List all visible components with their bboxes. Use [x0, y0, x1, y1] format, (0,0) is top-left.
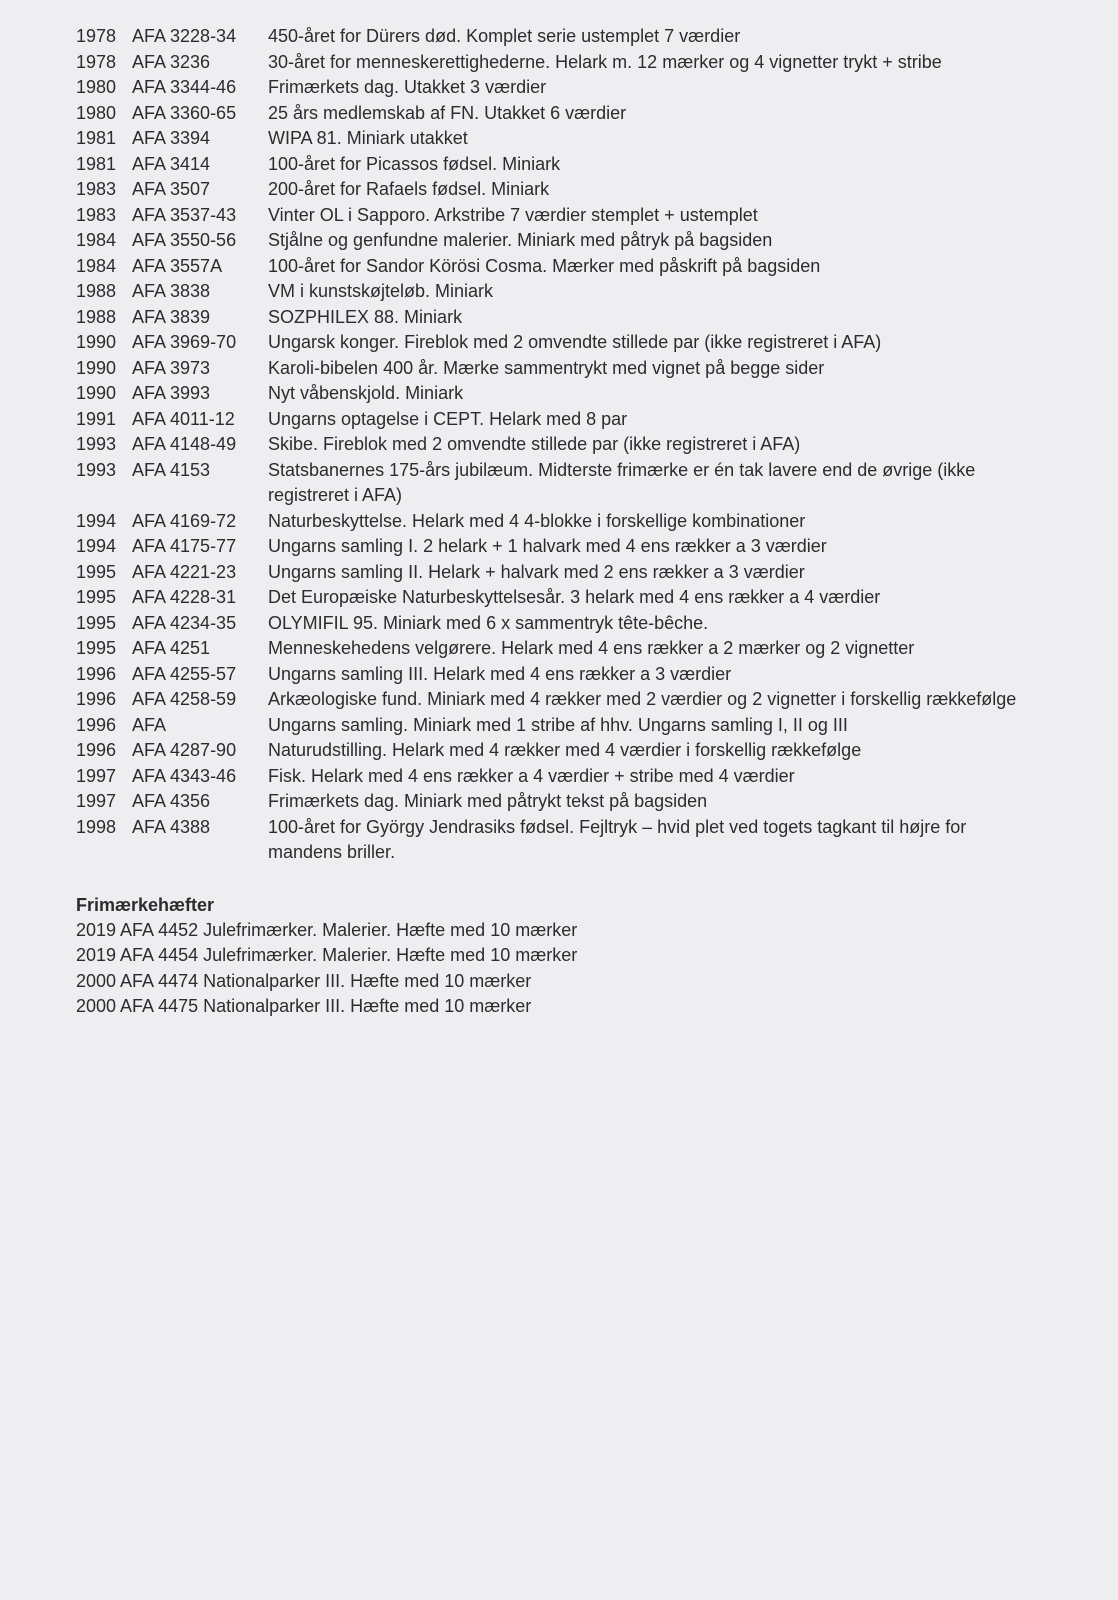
entry-afa-number: AFA 3228-34	[132, 26, 237, 46]
entry-afa-number: AFA 4148-49	[132, 434, 237, 454]
entry-year: 1995	[76, 561, 117, 582]
entry-year: 1988	[76, 281, 117, 301]
entry-description: Ungarns samling. Miniark med 1 stribe af hhv. Ungarns samling I, II og III	[268, 714, 848, 735]
entry-afa-number: AFA 3414	[132, 153, 211, 174]
entry-afa-number: AFA 3344-46	[132, 77, 237, 97]
entry-description: 25 års medlemskab af FN. Utakket 6 værdier	[268, 102, 627, 123]
booklets-section	[76, 892, 1058, 1020]
stamp-entry-row	[76, 381, 1058, 407]
stamp-entry-list	[76, 24, 1058, 866]
entry-description: Arkæologiske fund. Miniark med 4 rækker med 2 værdier og 2 vignetter i forskellig rækkefølge	[268, 689, 1017, 709]
entry-year: 1980	[76, 77, 117, 97]
booklet-line: 2000 AFA 4474 Nationalparker III. Hæfte med 10 mærker	[76, 970, 532, 991]
entry-afa-number: AFA 3839	[132, 306, 211, 327]
stamp-entry-row	[76, 101, 1058, 127]
entry-afa-number: AFA 3550-56	[132, 230, 237, 250]
stamp-entry-row	[76, 305, 1058, 331]
stamp-entry-row	[76, 152, 1058, 178]
entry-description: Ungarns optagelse i CEPT. Helark med 8 par	[268, 408, 628, 429]
stamp-entry-row	[76, 585, 1058, 611]
entry-description: Ungarns samling II. Helark + halvark med 2 ens rækker a 3 værdier	[268, 561, 805, 582]
entry-description: Naturudstilling. Helark med 4 rækker med 4 værdier i forskellig rækkefølge	[268, 740, 862, 760]
entry-year: 1998	[76, 816, 117, 837]
entry-year: 1996	[76, 740, 117, 760]
entry-afa-number: AFA 3969-70	[132, 332, 237, 352]
entry-afa-number: AFA 3537-43	[132, 204, 237, 225]
entry-description: 100-året for Picassos fødsel. Miniark	[268, 153, 561, 174]
entry-year: 1996	[76, 663, 117, 684]
entry-afa-number: AFA 3507	[132, 179, 211, 199]
stamp-entry-row	[76, 177, 1058, 203]
entry-description: Frimærkets dag. Utakket 3 værdier	[268, 77, 547, 97]
entry-description: SOZPHILEX 88. Miniark	[268, 306, 463, 327]
entry-description: OLYMIFIL 95. Miniark med 6 x sammentryk tête-bêche.	[268, 612, 709, 633]
stamp-entry-row	[76, 228, 1058, 254]
entry-afa-number: AFA 4221-23	[132, 561, 237, 582]
entry-year: 1983	[76, 204, 117, 225]
entry-description: Stjålne og genfundne malerier. Miniark med påtryk på bagsiden	[268, 230, 773, 250]
stamp-entry-row	[76, 611, 1058, 637]
entry-description: 450-året for Dürers død. Komplet serie ustemplet 7 værdier	[268, 26, 741, 46]
stamp-entry-row	[76, 509, 1058, 535]
entry-description: Karoli-bibelen 400 år. Mærke sammentrykt med vignet på begge sider	[268, 357, 825, 378]
entry-afa-number: AFA 3557A	[132, 255, 223, 276]
entry-afa-number: AFA 3993	[132, 383, 211, 403]
entry-year: 1978	[76, 26, 117, 46]
entry-afa-number: AFA 4153	[132, 459, 211, 480]
entry-year: 1997	[76, 765, 117, 786]
entry-year: 1988	[76, 306, 117, 327]
stamp-entry-row	[76, 279, 1058, 305]
entry-afa-number: AFA 4011-12	[132, 408, 235, 429]
stamp-entry-row	[76, 407, 1058, 433]
stamp-entry-row	[76, 458, 1058, 509]
stamp-entry-row	[76, 662, 1058, 688]
entry-description: Det Europæiske Naturbeskyttelsesår. 3 helark med 4 ens rækker a 4 værdier	[268, 587, 881, 607]
entry-year: 1980	[76, 102, 117, 123]
stamp-entry-row	[76, 330, 1058, 356]
entry-afa-number: AFA 3973	[132, 357, 211, 378]
entry-year: 1984	[76, 255, 117, 276]
entry-year: 1994	[76, 510, 117, 531]
entry-afa-number: AFA 3236	[132, 51, 211, 72]
booklet-line: 2000 AFA 4475 Nationalparker III. Hæfte med 10 mærker	[76, 996, 532, 1016]
entry-year: 1991	[76, 408, 117, 429]
entry-afa-number: AFA 4287-90	[132, 740, 237, 760]
entry-description: Skibe. Fireblok med 2 omvendte stillede par (ikke registreret i AFA)	[268, 434, 801, 454]
entry-description: Fisk. Helark med 4 ens rækker a 4 værdier + stribe med 4 værdier	[268, 765, 795, 786]
entry-afa-number: AFA 4251	[132, 638, 211, 658]
entry-year: 1984	[76, 230, 117, 250]
entry-year: 1995	[76, 587, 117, 607]
entry-afa-number: AFA 4169-72	[132, 510, 237, 531]
stamp-entry-row	[76, 789, 1058, 815]
entry-description: 30-året for menneskerettighederne. Helark m. 12 mærker og 4 vignetter trykt + stribe	[268, 51, 942, 72]
stamp-entry-row	[76, 203, 1058, 229]
booklet-line: 2019 AFA 4452 Julefrimærker. Malerier. Hæfte med 10 mærker	[76, 919, 578, 940]
entry-afa-number: AFA 4175-77	[132, 536, 237, 556]
entry-afa-number: AFA	[132, 714, 167, 735]
entry-afa-number: AFA 3394	[132, 128, 211, 148]
stamp-entry-row	[76, 687, 1058, 713]
stamp-entry-row	[76, 356, 1058, 382]
entry-description: Nyt våbenskjold. Miniark	[268, 383, 464, 403]
stamp-entry-row	[76, 534, 1058, 560]
entry-description: Vinter OL i Sapporo. Arkstribe 7 værdier stemplet + ustemplet	[268, 204, 758, 225]
stamp-entry-row	[76, 254, 1058, 280]
stamp-entry-row	[76, 432, 1058, 458]
entry-description: WIPA 81. Miniark utakket	[268, 128, 468, 148]
entry-description: 100-året for György Jendrasiks fødsel. Fejltryk – hvid plet ved togets tagkant til højre for mandens briller.	[268, 816, 967, 862]
entry-afa-number: AFA 4343-46	[132, 765, 237, 786]
entry-description: 200-året for Rafaels fødsel. Miniark	[268, 179, 550, 199]
entry-year: 1993	[76, 434, 117, 454]
entry-afa-number: AFA 4388	[132, 816, 211, 837]
stamp-entry-row	[76, 713, 1058, 739]
entry-year: 1994	[76, 536, 117, 556]
entry-description: Frimærkets dag. Miniark med påtrykt tekst på bagsiden	[268, 791, 708, 811]
stamp-entry-row	[76, 636, 1058, 662]
stamp-entry-row	[76, 75, 1058, 101]
entry-afa-number: AFA 4234-35	[132, 612, 237, 633]
entry-year: 1990	[76, 357, 117, 378]
entry-year: 1996	[76, 689, 117, 709]
stamp-entry-row	[76, 764, 1058, 790]
entry-description: VM i kunstskøjteløb. Miniark	[268, 281, 494, 301]
entry-afa-number: AFA 3838	[132, 281, 211, 301]
stamp-entry-row	[76, 560, 1058, 586]
entry-afa-number: AFA 3360-65	[132, 102, 237, 123]
entry-description: Ungarns samling III. Helark med 4 ens rækker a 3 værdier	[268, 663, 732, 684]
entry-description: Menneskehedens velgørere. Helark med 4 ens rækker a 2 mærker og 2 vignetter	[268, 638, 915, 658]
booklets-section-title: Frimærkehæfter	[76, 894, 215, 915]
entry-description: 100-året for Sandor Körösi Cosma. Mærker med påskrift på bagsiden	[268, 255, 821, 276]
entry-description: Statsbanernes 175-års jubilæum. Midterste frimærke er én tak lavere end de øvrige (ikke registreret i AFA)	[268, 459, 976, 505]
booklet-line: 2019 AFA 4454 Julefrimærker. Malerier. Hæfte med 10 mærker	[76, 945, 578, 965]
entry-description: Naturbeskyttelse. Helark med 4 4-blokke i forskellige kombinationer	[268, 510, 806, 531]
entry-afa-number: AFA 4356	[132, 791, 211, 811]
entry-year: 1978	[76, 51, 117, 72]
entry-year: 1997	[76, 791, 117, 811]
entry-year: 1981	[76, 128, 117, 148]
entry-year: 1995	[76, 612, 117, 633]
entry-afa-number: AFA 4255-57	[132, 663, 237, 684]
entry-year: 1993	[76, 459, 117, 480]
stamp-entry-row	[76, 126, 1058, 152]
entry-year: 1983	[76, 179, 117, 199]
entry-year: 1996	[76, 714, 117, 735]
entry-year: 1990	[76, 383, 117, 403]
stamp-entry-row	[76, 815, 1058, 866]
entry-year: 1995	[76, 638, 117, 658]
entry-afa-number: AFA 4228-31	[132, 587, 237, 607]
entry-description: Ungarns samling I. 2 helark + 1 halvark med 4 ens rækker a 3 værdier	[268, 536, 827, 556]
booklet-list	[76, 918, 1058, 1020]
stamp-entry-row	[76, 738, 1058, 764]
stamp-entry-row	[76, 24, 1058, 50]
stamp-entry-row	[76, 50, 1058, 76]
entry-afa-number: AFA 4258-59	[132, 689, 237, 709]
entry-year: 1981	[76, 153, 117, 174]
entry-year: 1990	[76, 332, 117, 352]
entry-description: Ungarsk konger. Fireblok med 2 omvendte stillede par (ikke registreret i AFA)	[268, 332, 882, 352]
